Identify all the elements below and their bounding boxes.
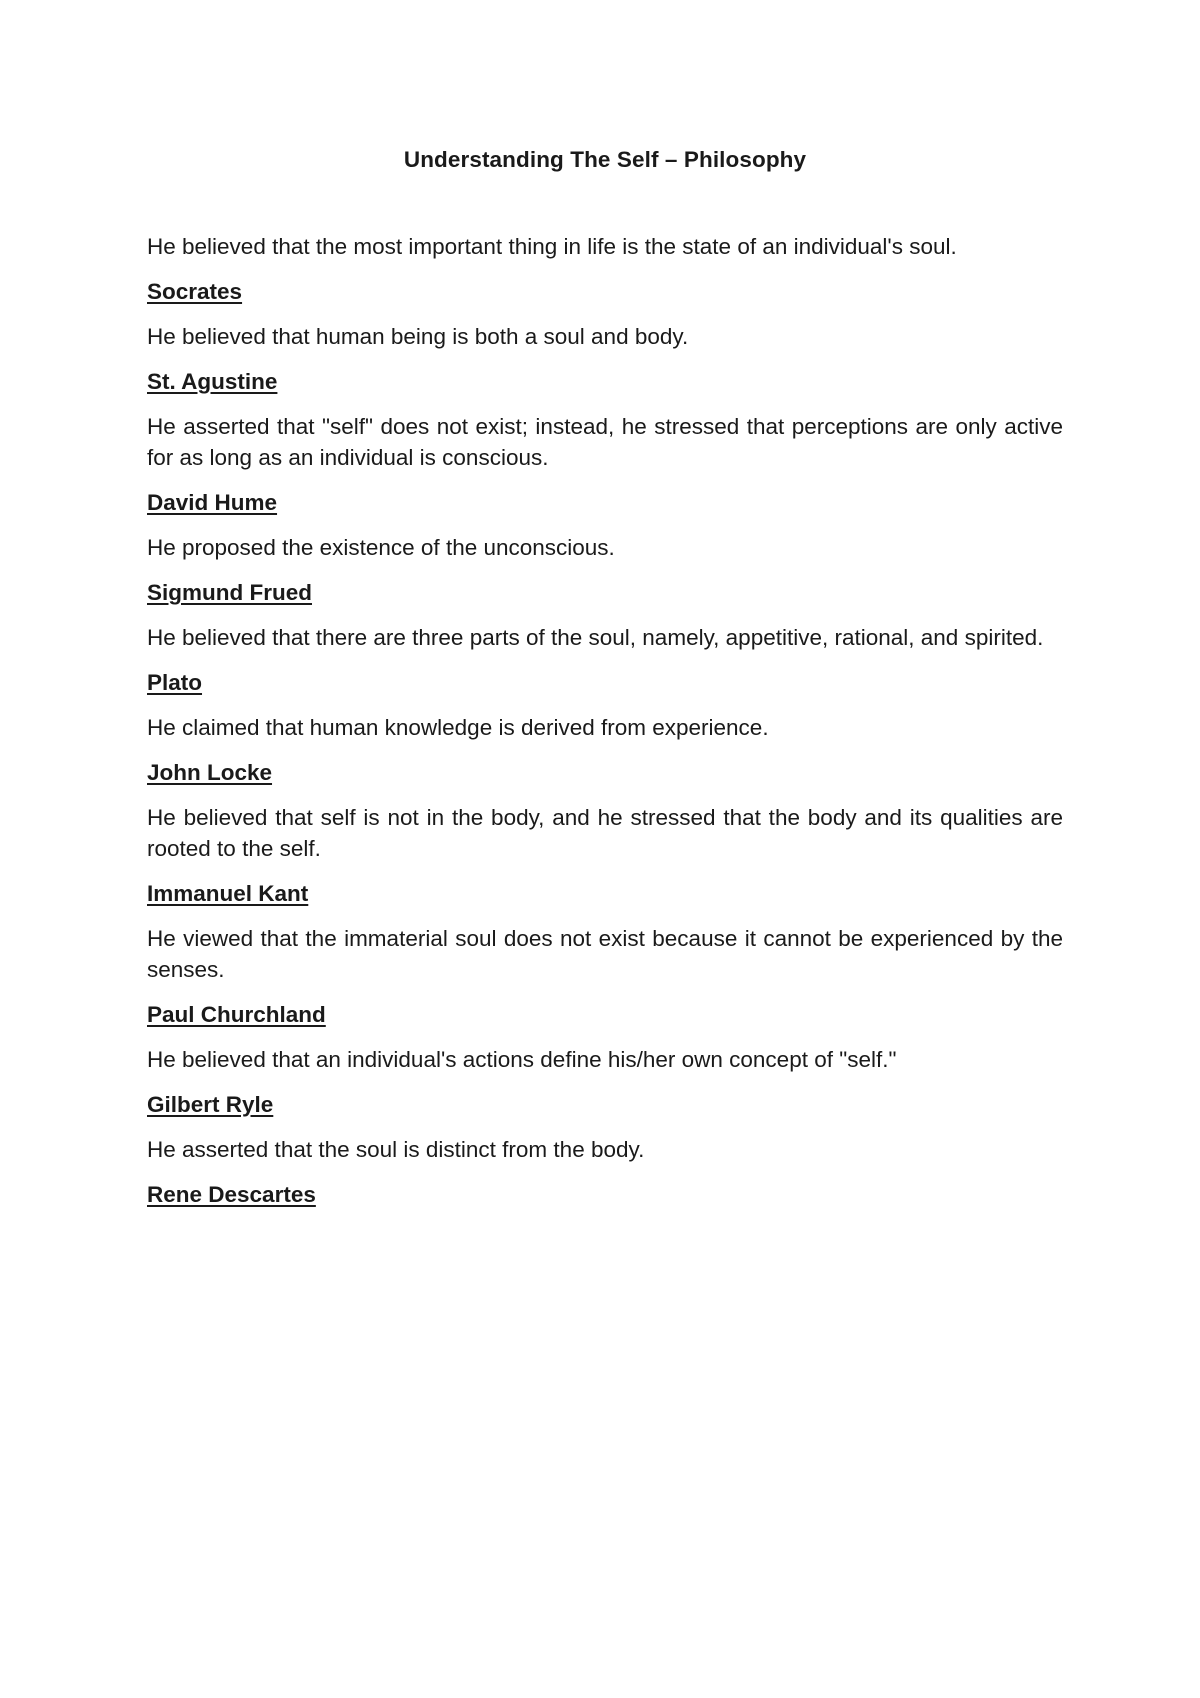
document-title: Understanding The Self – Philosophy [403,147,807,172]
philosopher-name: Sigmund Frued [147,580,312,605]
philosopher-description: He believed that human being is both a soul and body. [147,324,689,349]
philosopher-name: Rene Descartes [147,1182,316,1207]
philosopher-description: He asserted that the soul is distinct from the body. [147,1137,645,1162]
philosopher-name: Immanuel Kant [147,881,309,906]
philosopher-entries [147,276,1063,1210]
philosopher-description: He proposed the existence of the unconscious. [147,535,615,560]
philosopher-description: He believed that there are three parts of the soul, namely, appetitive, rational, and spirited. [147,625,1044,650]
philosopher-description: He viewed that the immaterial soul does not exist because it cannot be experienced by the senses. [147,926,1063,982]
philosopher-description: He believed that an individual's actions define his/her own concept of "self." [147,1047,897,1072]
philosopher-name: Paul Churchland [147,1002,326,1027]
philosopher-name: John Locke [147,760,273,785]
philosopher-description: He asserted that "self" does not exist; instead, he stressed that perceptions are only active for as long as an individual is conscious. [147,414,1063,470]
philosopher-name: David Hume [147,490,278,515]
philosopher-name: Socrates [147,279,243,304]
entries-list [147,231,1063,1210]
intro-paragraph: He believed that the most important thing in life is the state of an individual's soul. [147,234,957,259]
philosopher-description: He claimed that human knowledge is derived from experience. [147,715,769,740]
philosopher-name: St. Agustine [147,369,278,394]
document-body [147,140,1063,1224]
philosopher-name: Gilbert Ryle [147,1092,274,1117]
philosopher-description: He believed that self is not in the body, and he stressed that the body and its qualities are rooted to the self. [147,805,1063,861]
philosopher-name: Plato [147,670,203,695]
